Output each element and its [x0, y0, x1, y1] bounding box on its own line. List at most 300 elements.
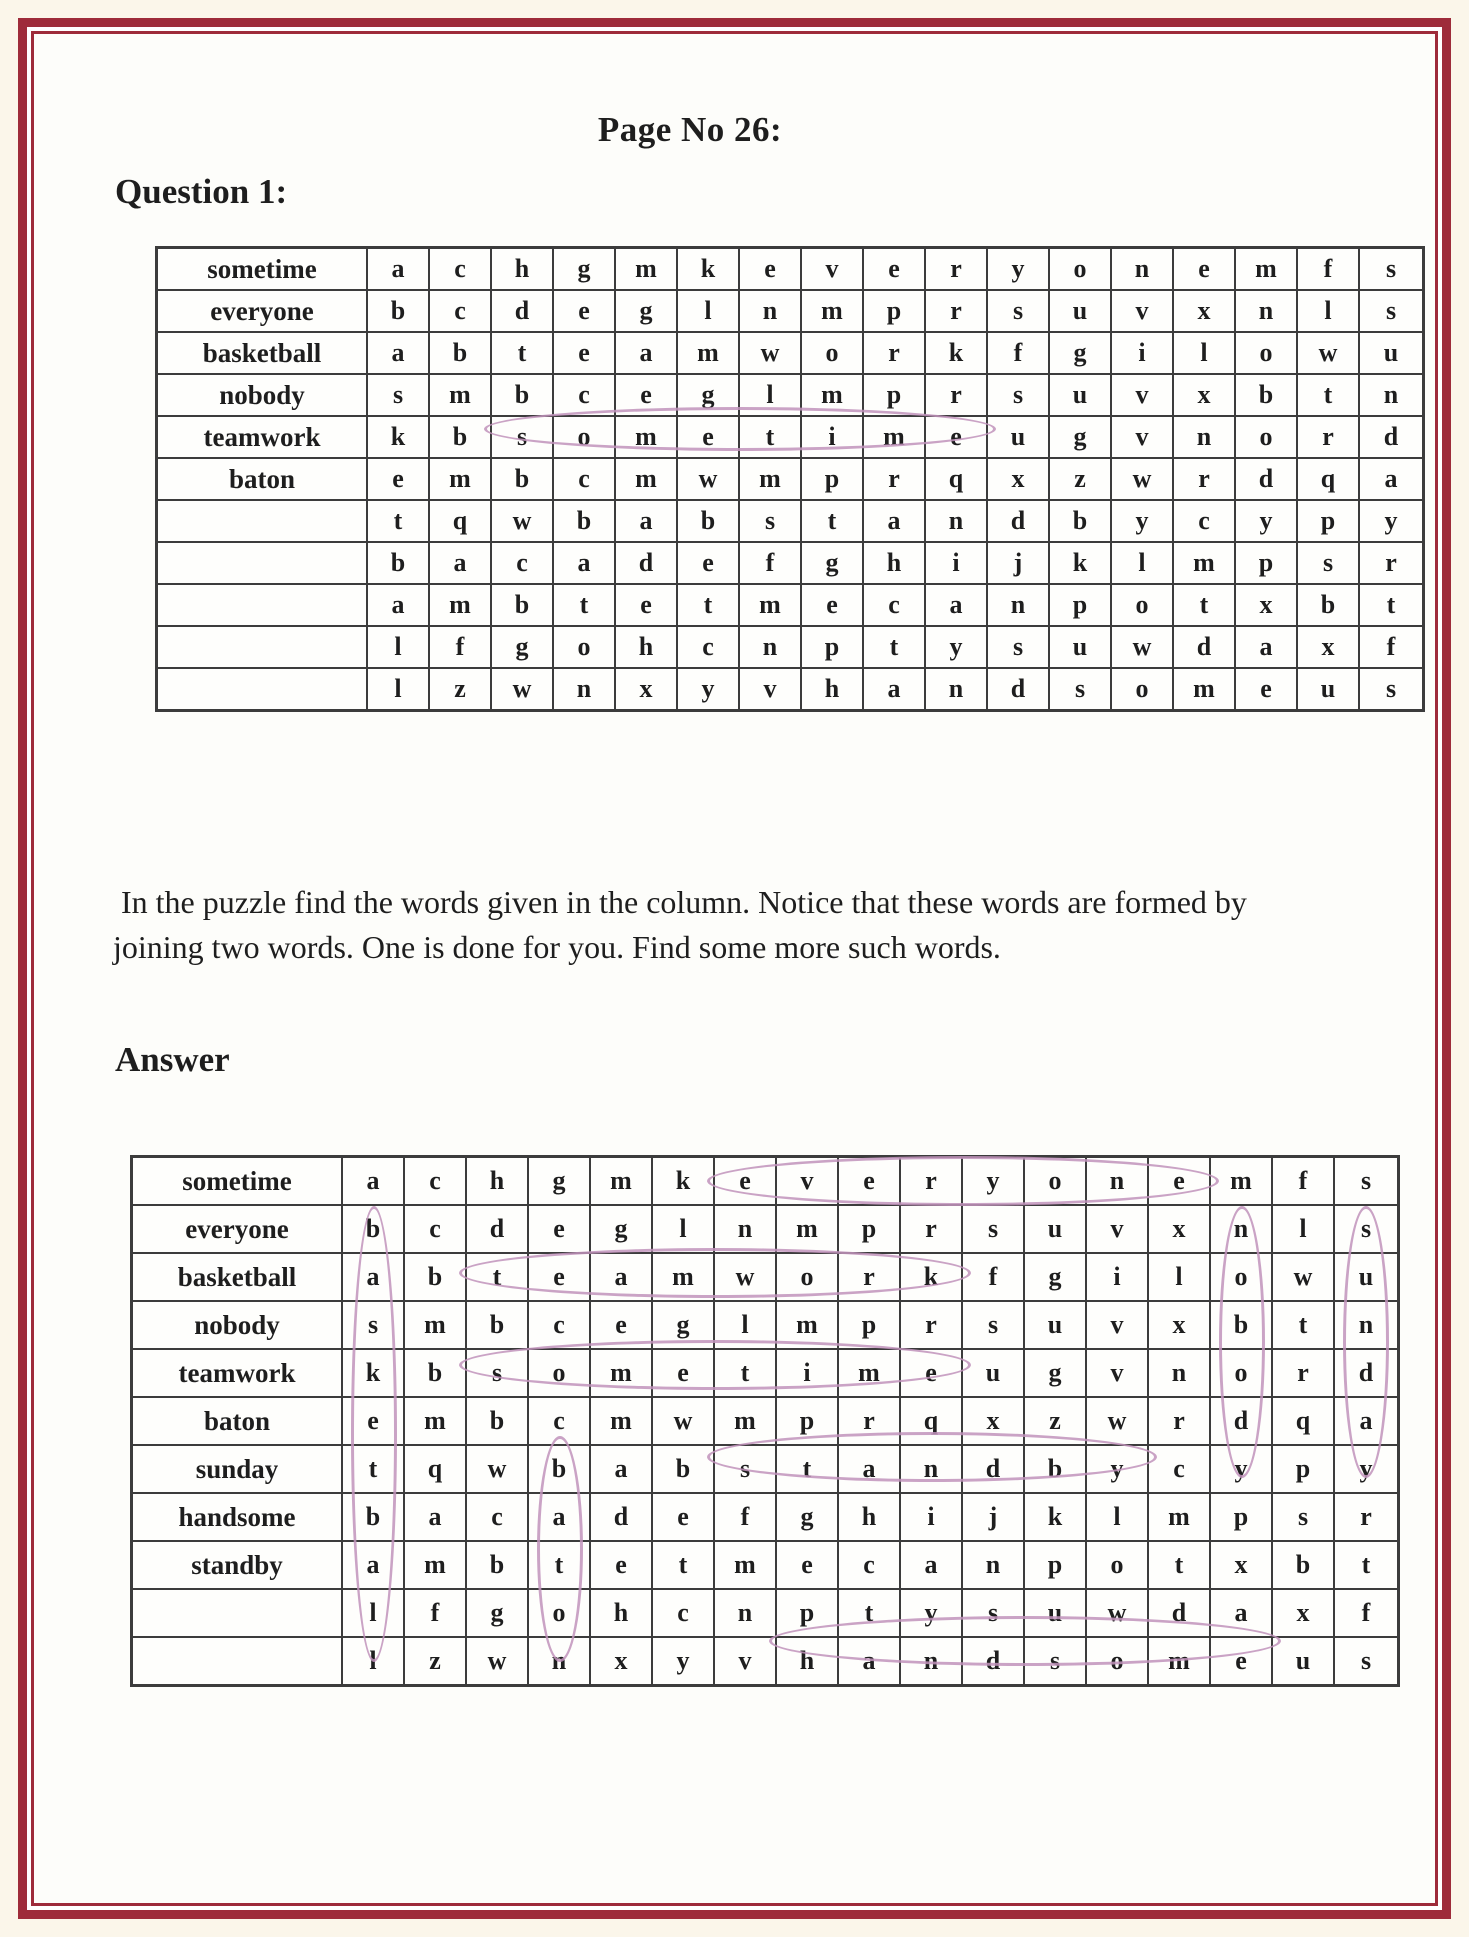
letter-cell: a: [343, 1254, 405, 1300]
letter-cell: q: [926, 459, 988, 499]
letter-cell: m: [777, 1206, 839, 1252]
letter-cell: k: [343, 1350, 405, 1396]
word-list-item: [158, 585, 368, 625]
letter-cell: e: [678, 543, 740, 583]
letter-cell: m: [1149, 1494, 1211, 1540]
letter-cell: i: [1112, 333, 1174, 373]
letter-cell: r: [926, 291, 988, 331]
letter-cell: f: [1273, 1158, 1335, 1204]
word-list-item: sometime: [133, 1158, 343, 1204]
letter-cell: t: [653, 1542, 715, 1588]
letter-cell: l: [343, 1590, 405, 1636]
letter-cell: c: [1149, 1446, 1211, 1492]
letter-cell: b: [1050, 501, 1112, 541]
letter-cell: b: [1236, 375, 1298, 415]
letter-cell: t: [1149, 1542, 1211, 1588]
letter-cell: o: [554, 627, 616, 667]
letter-cell: x: [1273, 1590, 1335, 1636]
letter-cell: b: [368, 543, 430, 583]
letter-cell: x: [1174, 291, 1236, 331]
word-list-item: sometime: [158, 249, 368, 289]
letter-cell: n: [529, 1638, 591, 1684]
word-list-item: nobody: [158, 375, 368, 415]
letter-cell: s: [740, 501, 802, 541]
letter-cell: l: [740, 375, 802, 415]
letter-cell: m: [715, 1542, 777, 1588]
letter-cell: t: [529, 1542, 591, 1588]
letter-cell: t: [368, 501, 430, 541]
word-list-item: baton: [133, 1398, 343, 1444]
letter-cell: h: [839, 1494, 901, 1540]
letter-cell: s: [988, 627, 1050, 667]
letter-cell: w: [1112, 459, 1174, 499]
letter-cell: y: [901, 1590, 963, 1636]
word-list-item: [158, 543, 368, 583]
letter-cell: c: [467, 1494, 529, 1540]
letter-cell: l: [715, 1302, 777, 1348]
instruction-text: In the puzzle find the words given in the column. Notice that these words are formed by joining two words. One is done for you. Find some more such words.: [113, 884, 1255, 966]
letter-cell: e: [1174, 249, 1236, 289]
letter-cell: e: [554, 291, 616, 331]
letter-cell: g: [777, 1494, 839, 1540]
letter-cell: c: [430, 291, 492, 331]
letter-cell: r: [1149, 1398, 1211, 1444]
letter-cell: g: [1025, 1254, 1087, 1300]
letter-cell: k: [926, 333, 988, 373]
letter-cell: l: [1149, 1254, 1211, 1300]
letter-cell: n: [1236, 291, 1298, 331]
letter-cell: n: [926, 501, 988, 541]
letter-cell: b: [405, 1350, 467, 1396]
letter-cell: x: [1211, 1542, 1273, 1588]
letter-cell: r: [1298, 417, 1360, 457]
word-list-item: [158, 669, 368, 709]
letter-cell: p: [1273, 1446, 1335, 1492]
letter-cell: r: [901, 1158, 963, 1204]
letter-cell: o: [529, 1590, 591, 1636]
word-list-item: baton: [158, 459, 368, 499]
letter-cell: y: [1087, 1446, 1149, 1492]
letter-cell: s: [1385, 674, 1397, 703]
word-list-item: teamwork: [158, 417, 368, 457]
letter-cell: w: [1298, 333, 1360, 373]
letter-cell: n: [901, 1638, 963, 1684]
letter-cell: n: [740, 627, 802, 667]
letter-cell: f: [988, 333, 1050, 373]
letter-cell: a: [1236, 627, 1298, 667]
letter-cell: m: [678, 333, 740, 373]
letter-cell: r: [1385, 548, 1397, 577]
letter-cell: a: [343, 1542, 405, 1588]
letter-cell: l: [1174, 333, 1236, 373]
letter-cell: c: [492, 543, 554, 583]
letter-cell: s: [988, 291, 1050, 331]
letter-cell: m: [1174, 543, 1236, 583]
letter-cell: a: [430, 543, 492, 583]
letter-cell: h: [492, 249, 554, 289]
letter-cell: e: [591, 1302, 653, 1348]
letter-cell: m: [1236, 249, 1298, 289]
letter-cell: c: [554, 459, 616, 499]
letter-cell: l: [343, 1638, 405, 1684]
letter-cell: i: [802, 417, 864, 457]
letter-cell: m: [430, 459, 492, 499]
letter-cell: n: [988, 585, 1050, 625]
letter-cell: a: [839, 1638, 901, 1684]
letter-cell: m: [802, 375, 864, 415]
letter-cell: y: [1384, 506, 1398, 535]
letter-cell: b: [554, 501, 616, 541]
letter-cell: e: [529, 1206, 591, 1252]
letter-cell: z: [430, 669, 492, 709]
letter-cell: g: [554, 249, 616, 289]
letter-cell: h: [591, 1590, 653, 1636]
letter-cell: w: [1112, 627, 1174, 667]
letter-cell: s: [963, 1206, 1025, 1252]
letter-cell: p: [864, 291, 926, 331]
letter-cell: e: [653, 1350, 715, 1396]
letter-cell: v: [1087, 1350, 1149, 1396]
letter-cell: u: [1025, 1590, 1087, 1636]
letter-cell: v: [1087, 1206, 1149, 1252]
letter-cell: d: [1383, 422, 1399, 451]
letter-cell: d: [988, 669, 1050, 709]
letter-cell: s: [1273, 1494, 1335, 1540]
word-list-item: everyone: [133, 1206, 343, 1252]
letter-cell: m: [777, 1302, 839, 1348]
letter-cell: g: [653, 1302, 715, 1348]
letter-cell: s: [343, 1302, 405, 1348]
letter-cell: o: [802, 333, 864, 373]
letter-cell: f: [963, 1254, 1025, 1300]
letter-cell: p: [839, 1302, 901, 1348]
letter-cell: t: [1361, 1550, 1371, 1579]
letter-cell: d: [492, 291, 554, 331]
letter-cell: b: [1273, 1542, 1335, 1588]
letter-cell: p: [802, 459, 864, 499]
letter-cell: r: [901, 1206, 963, 1252]
letter-cell: c: [1174, 501, 1236, 541]
letter-cell: u: [1050, 375, 1112, 415]
letter-cell: b: [678, 501, 740, 541]
letter-cell: b: [467, 1398, 529, 1444]
letter-cell: n: [926, 669, 988, 709]
letter-cell: d: [1236, 459, 1298, 499]
letter-cell: s: [1385, 296, 1397, 325]
letter-cell: n: [715, 1206, 777, 1252]
letter-cell: o: [1050, 249, 1112, 289]
letter-cell: a: [368, 249, 430, 289]
letter-cell: w: [1087, 1590, 1149, 1636]
letter-cell: m: [430, 585, 492, 625]
letter-cell: z: [1025, 1398, 1087, 1444]
letter-cell: e: [1211, 1638, 1273, 1684]
letter-cell: e: [926, 417, 988, 457]
letter-cell: q: [405, 1446, 467, 1492]
letter-cell: l: [1298, 291, 1360, 331]
letter-cell: w: [1087, 1398, 1149, 1444]
letter-cell: x: [591, 1638, 653, 1684]
word-list-item: sunday: [133, 1446, 343, 1492]
word-list-item: [158, 501, 368, 541]
letter-cell: g: [1050, 333, 1112, 373]
letter-cell: h: [467, 1158, 529, 1204]
letter-cell: f: [1298, 249, 1360, 289]
letter-cell: n: [1087, 1158, 1149, 1204]
letter-cell: r: [926, 249, 988, 289]
letter-cell: m: [740, 585, 802, 625]
letter-cell: b: [467, 1542, 529, 1588]
letter-cell: e: [529, 1254, 591, 1300]
letter-cell: h: [802, 669, 864, 709]
letter-cell: d: [467, 1206, 529, 1252]
letter-cell: s: [1360, 1214, 1372, 1243]
question-word-search-grid: [155, 246, 1425, 712]
letter-cell: s: [467, 1350, 529, 1396]
letter-cell: s: [1050, 669, 1112, 709]
letter-cell: t: [492, 333, 554, 373]
letter-cell: f: [740, 543, 802, 583]
letter-cell: t: [777, 1446, 839, 1492]
letter-cell: n: [740, 291, 802, 331]
letter-cell: b: [430, 333, 492, 373]
letter-cell: l: [368, 627, 430, 667]
letter-cell: m: [616, 459, 678, 499]
letter-cell: e: [616, 375, 678, 415]
word-list-item: [158, 627, 368, 667]
letter-cell: y: [653, 1638, 715, 1684]
letter-cell: l: [1273, 1206, 1335, 1252]
letter-cell: x: [963, 1398, 1025, 1444]
letter-cell: a: [616, 501, 678, 541]
letter-cell: a: [591, 1254, 653, 1300]
letter-cell: t: [1174, 585, 1236, 625]
letter-cell: a: [616, 333, 678, 373]
letter-cell: s: [988, 375, 1050, 415]
letter-cell: k: [678, 249, 740, 289]
letter-cell: a: [405, 1494, 467, 1540]
letter-cell: n: [1211, 1206, 1273, 1252]
letter-cell: b: [467, 1302, 529, 1348]
question-heading: Question 1:: [115, 172, 288, 211]
letter-cell: e: [554, 333, 616, 373]
letter-cell: t: [1386, 590, 1396, 619]
letter-cell: q: [1298, 459, 1360, 499]
letter-cell: t: [864, 627, 926, 667]
letter-cell: b: [1211, 1302, 1273, 1348]
letter-cell: a: [864, 669, 926, 709]
letter-cell: v: [1112, 291, 1174, 331]
letter-cell: b: [492, 375, 554, 415]
letter-cell: p: [1236, 543, 1298, 583]
letter-cell: t: [678, 585, 740, 625]
letter-cell: e: [839, 1158, 901, 1204]
word-list-item: handsome: [133, 1494, 343, 1540]
letter-cell: m: [405, 1542, 467, 1588]
letter-cell: g: [1025, 1350, 1087, 1396]
letter-cell: s: [1360, 1646, 1372, 1675]
letter-cell: d: [616, 543, 678, 583]
letter-cell: r: [864, 459, 926, 499]
letter-cell: a: [1211, 1590, 1273, 1636]
letter-cell: m: [1149, 1638, 1211, 1684]
letter-cell: v: [715, 1638, 777, 1684]
letter-cell: m: [1174, 669, 1236, 709]
letter-cell: s: [1360, 1166, 1372, 1195]
letter-cell: u: [1273, 1638, 1335, 1684]
letter-cell: n: [715, 1590, 777, 1636]
letter-cell: x: [1298, 627, 1360, 667]
letter-cell: m: [591, 1158, 653, 1204]
letter-cell: p: [1211, 1494, 1273, 1540]
letter-cell: x: [1174, 375, 1236, 415]
letter-cell: w: [492, 501, 554, 541]
letter-cell: u: [1383, 338, 1399, 367]
letter-cell: c: [405, 1158, 467, 1204]
letter-cell: t: [1298, 375, 1360, 415]
letter-cell: b: [492, 459, 554, 499]
letter-cell: x: [1236, 585, 1298, 625]
letter-cell: h: [777, 1638, 839, 1684]
word-list-item: [133, 1590, 343, 1636]
letter-cell: s: [963, 1302, 1025, 1348]
letter-cell: w: [740, 333, 802, 373]
letter-cell: l: [678, 291, 740, 331]
letter-cell: w: [467, 1638, 529, 1684]
letter-cell: t: [467, 1254, 529, 1300]
letter-cell: p: [1298, 501, 1360, 541]
letter-cell: d: [988, 501, 1050, 541]
letter-cell: d: [963, 1638, 1025, 1684]
letter-cell: r: [926, 375, 988, 415]
letter-cell: k: [1025, 1494, 1087, 1540]
letter-cell: t: [1273, 1302, 1335, 1348]
letter-cell: m: [430, 375, 492, 415]
letter-cell: a: [554, 543, 616, 583]
letter-cell: e: [678, 417, 740, 457]
letter-cell: v: [1112, 375, 1174, 415]
letter-cell: t: [839, 1590, 901, 1636]
letter-cell: u: [1025, 1206, 1087, 1252]
letter-cell: f: [715, 1494, 777, 1540]
letter-cell: a: [1384, 464, 1398, 493]
letter-cell: m: [591, 1350, 653, 1396]
word-list-item: basketball: [133, 1254, 343, 1300]
letter-cell: e: [777, 1542, 839, 1588]
letter-cell: p: [1025, 1542, 1087, 1588]
letter-cell: e: [591, 1542, 653, 1588]
letter-cell: t: [343, 1446, 405, 1492]
letter-cell: y: [926, 627, 988, 667]
letter-cell: d: [591, 1494, 653, 1540]
letter-cell: o: [529, 1350, 591, 1396]
letter-cell: x: [1149, 1206, 1211, 1252]
letter-cell: y: [1236, 501, 1298, 541]
letter-cell: r: [901, 1302, 963, 1348]
letter-cell: d: [1211, 1398, 1273, 1444]
letter-cell: g: [802, 543, 864, 583]
letter-cell: v: [1087, 1302, 1149, 1348]
letter-cell: s: [963, 1590, 1025, 1636]
letter-cell: b: [529, 1446, 591, 1492]
letter-cell: t: [740, 417, 802, 457]
letter-cell: c: [529, 1302, 591, 1348]
letter-cell: p: [777, 1590, 839, 1636]
answer-word-search-grid: [130, 1155, 1400, 1687]
word-list-item: standby: [133, 1542, 343, 1588]
letter-cell: u: [988, 417, 1050, 457]
letter-cell: c: [678, 627, 740, 667]
letter-cell: f: [430, 627, 492, 667]
letter-cell: b: [343, 1494, 405, 1540]
letter-cell: p: [839, 1206, 901, 1252]
letter-cell: m: [616, 249, 678, 289]
page-title: Page No 26:: [597, 110, 783, 149]
letter-cell: m: [864, 417, 926, 457]
letter-cell: f: [1386, 632, 1396, 661]
letter-cell: i: [926, 543, 988, 583]
letter-cell: u: [1050, 627, 1112, 667]
letter-cell: u: [963, 1350, 1025, 1396]
word-list-item: basketball: [158, 333, 368, 373]
letter-cell: u: [1358, 1262, 1374, 1291]
letter-cell: s: [1298, 543, 1360, 583]
word-list-item: [133, 1638, 343, 1684]
letter-cell: c: [864, 585, 926, 625]
letter-cell: w: [653, 1398, 715, 1444]
letter-cell: g: [1050, 417, 1112, 457]
letter-cell: c: [653, 1590, 715, 1636]
letter-cell: z: [405, 1638, 467, 1684]
letter-cell: s: [368, 375, 430, 415]
letter-cell: z: [1050, 459, 1112, 499]
letter-cell: g: [492, 627, 554, 667]
letter-cell: o: [777, 1254, 839, 1300]
letter-cell: p: [864, 375, 926, 415]
letter-cell: v: [1112, 417, 1174, 457]
letter-cell: k: [1050, 543, 1112, 583]
letter-cell: e: [653, 1494, 715, 1540]
letter-cell: m: [653, 1254, 715, 1300]
letter-cell: w: [1273, 1254, 1335, 1300]
letter-cell: e: [901, 1350, 963, 1396]
word-list-item: everyone: [158, 291, 368, 331]
letter-cell: e: [616, 585, 678, 625]
letter-cell: n: [1383, 380, 1399, 409]
answer-heading: Answer: [115, 1040, 230, 1079]
letter-cell: y: [963, 1158, 1025, 1204]
letter-cell: o: [1236, 417, 1298, 457]
letter-cell: e: [1236, 669, 1298, 709]
letter-cell: d: [1174, 627, 1236, 667]
letter-cell: t: [554, 585, 616, 625]
letter-cell: m: [1211, 1158, 1273, 1204]
letter-cell: e: [715, 1158, 777, 1204]
letter-cell: e: [740, 249, 802, 289]
letter-cell: f: [1361, 1598, 1371, 1627]
letter-cell: b: [368, 291, 430, 331]
letter-cell: i: [777, 1350, 839, 1396]
letter-cell: n: [1358, 1310, 1374, 1339]
letter-cell: i: [901, 1494, 963, 1540]
letter-cell: b: [405, 1254, 467, 1300]
letter-cell: e: [343, 1398, 405, 1444]
letter-cell: p: [1050, 585, 1112, 625]
letter-cell: e: [368, 459, 430, 499]
letter-cell: a: [591, 1446, 653, 1492]
letter-cell: b: [653, 1446, 715, 1492]
letter-cell: t: [802, 501, 864, 541]
